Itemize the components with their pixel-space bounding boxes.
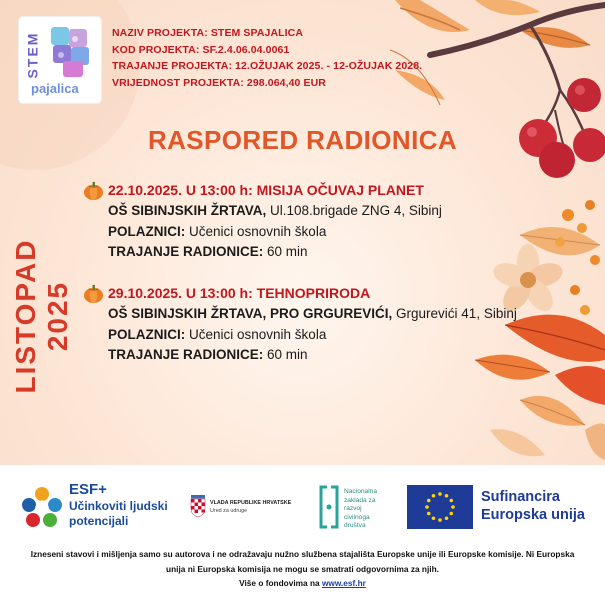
esf-line1: Učinkoviti ljudski <box>69 499 168 513</box>
disclaimer-line <box>0 576 605 591</box>
participants-label: POLAZNICI: <box>108 223 186 239</box>
gov-name: VLADA REPUBLIKE HRVATSKE <box>210 500 292 506</box>
event-address: Grgurevići 41, Sibinj <box>392 306 517 321</box>
event-title: 22.10.2025. U 13:00 h: MISIJA OČUVAJ PLANET <box>108 182 424 199</box>
project-code: KOD PROJEKTA: SF.2.4.06.04.0061 <box>112 43 290 56</box>
page-title: RASPORED RADIONICA <box>147 125 458 155</box>
disclaimer <box>0 547 605 591</box>
gov-office: Ured za udruge <box>210 508 248 514</box>
pumpkin-icon <box>83 283 104 304</box>
eu-star <box>449 512 453 516</box>
pumpkin-icon <box>83 180 104 201</box>
event-school: OŠ SIBINJSKIH ŽRTAVA, PRO GRGUREVIĆI, <box>108 306 393 321</box>
nz-line: društva <box>344 522 366 530</box>
event-title: 29.10.2025. U 13:00 h: TEHNOPRIRODA <box>108 285 371 302</box>
nz-line: civilnoga <box>344 513 370 521</box>
event-participants <box>83 222 442 243</box>
event-item <box>83 283 517 366</box>
project-value: VRIJEDNOST PROJEKTA: 298.064,40 EUR <box>112 76 326 89</box>
event-location <box>83 201 442 222</box>
event-address: Ul.108.brigade ZNG 4, Sibinj <box>266 203 442 218</box>
eu-star <box>427 512 431 516</box>
event-school: OŠ SIBINJSKIH ŽRTAVA, <box>108 203 267 218</box>
eu-star <box>451 505 455 509</box>
event-duration <box>83 242 442 263</box>
event-heading <box>83 283 517 304</box>
logo-stem-text: STEM <box>24 31 41 79</box>
disclaimer-line: Izneseni stavovi i mišljenja samo su autorova i ne odražavaju nužno službena stajališta Europske unije ili Europske komisije. Ni Europska <box>30 549 575 559</box>
duration-label: TRAJANJE RADIONICE: <box>108 347 264 362</box>
nacionalna-zaklada-text <box>344 488 377 531</box>
month-label: LISTOPAD 2025 <box>10 238 73 394</box>
event-heading <box>83 180 442 201</box>
eu-flag-icon <box>407 485 473 529</box>
eu-star <box>427 499 431 503</box>
eu-star <box>438 492 442 496</box>
event-location <box>83 304 517 325</box>
eu-star <box>445 516 449 520</box>
nacionalna-zaklada-bracket-icon <box>318 485 340 529</box>
eu-line1: Sufinancira <box>481 489 560 505</box>
participants-label: POLAZNICI: <box>108 326 186 342</box>
project-duration: TRAJANJE PROJEKTA: 12.OŽUJAK 2025. - 12-OŽUJAK 2028. <box>112 60 423 72</box>
duration-value: 60 min <box>263 244 308 259</box>
esf-line2: potencijali <box>69 514 129 528</box>
eu-star <box>438 518 442 522</box>
participants-value: Učenici osnovnih škola <box>185 223 327 239</box>
disclaimer-prefix: Više o fondovima na <box>239 578 322 588</box>
eu-star <box>432 516 436 520</box>
esf-link[interactable]: www.esf.hr <box>321 578 366 588</box>
event-participants <box>83 325 517 346</box>
esf-brand: ESF+ <box>69 481 107 498</box>
eu-star <box>449 499 453 503</box>
project-info <box>112 25 422 91</box>
project-name: NAZIV PROJEKTA: STEM SPAJALICA <box>112 27 304 39</box>
eu-line2: Europska unija <box>481 507 585 523</box>
event-duration <box>83 345 517 366</box>
stem-spajalica-logo <box>19 17 101 103</box>
nz-line: razvoj <box>344 505 362 513</box>
participants-value: Učenici osnovnih škola <box>185 326 327 342</box>
disclaimer-line: unija ni Europska komisija ne mogu se smatrati odgovornima za njih. <box>166 563 439 574</box>
logo-name-text: pajalica <box>31 81 79 96</box>
nz-line: zaklada za <box>344 496 376 504</box>
nz-line: Nacionalna <box>344 488 377 495</box>
duration-value: 60 min <box>263 347 308 362</box>
esf-flower-icon <box>20 485 64 529</box>
croatian-coat-of-arms-icon <box>190 495 206 517</box>
duration-label: TRAJANJE RADIONICE: <box>108 244 264 259</box>
eu-star <box>432 494 436 498</box>
event-item <box>83 180 442 263</box>
eu-star <box>425 505 429 509</box>
eu-star <box>445 494 449 498</box>
